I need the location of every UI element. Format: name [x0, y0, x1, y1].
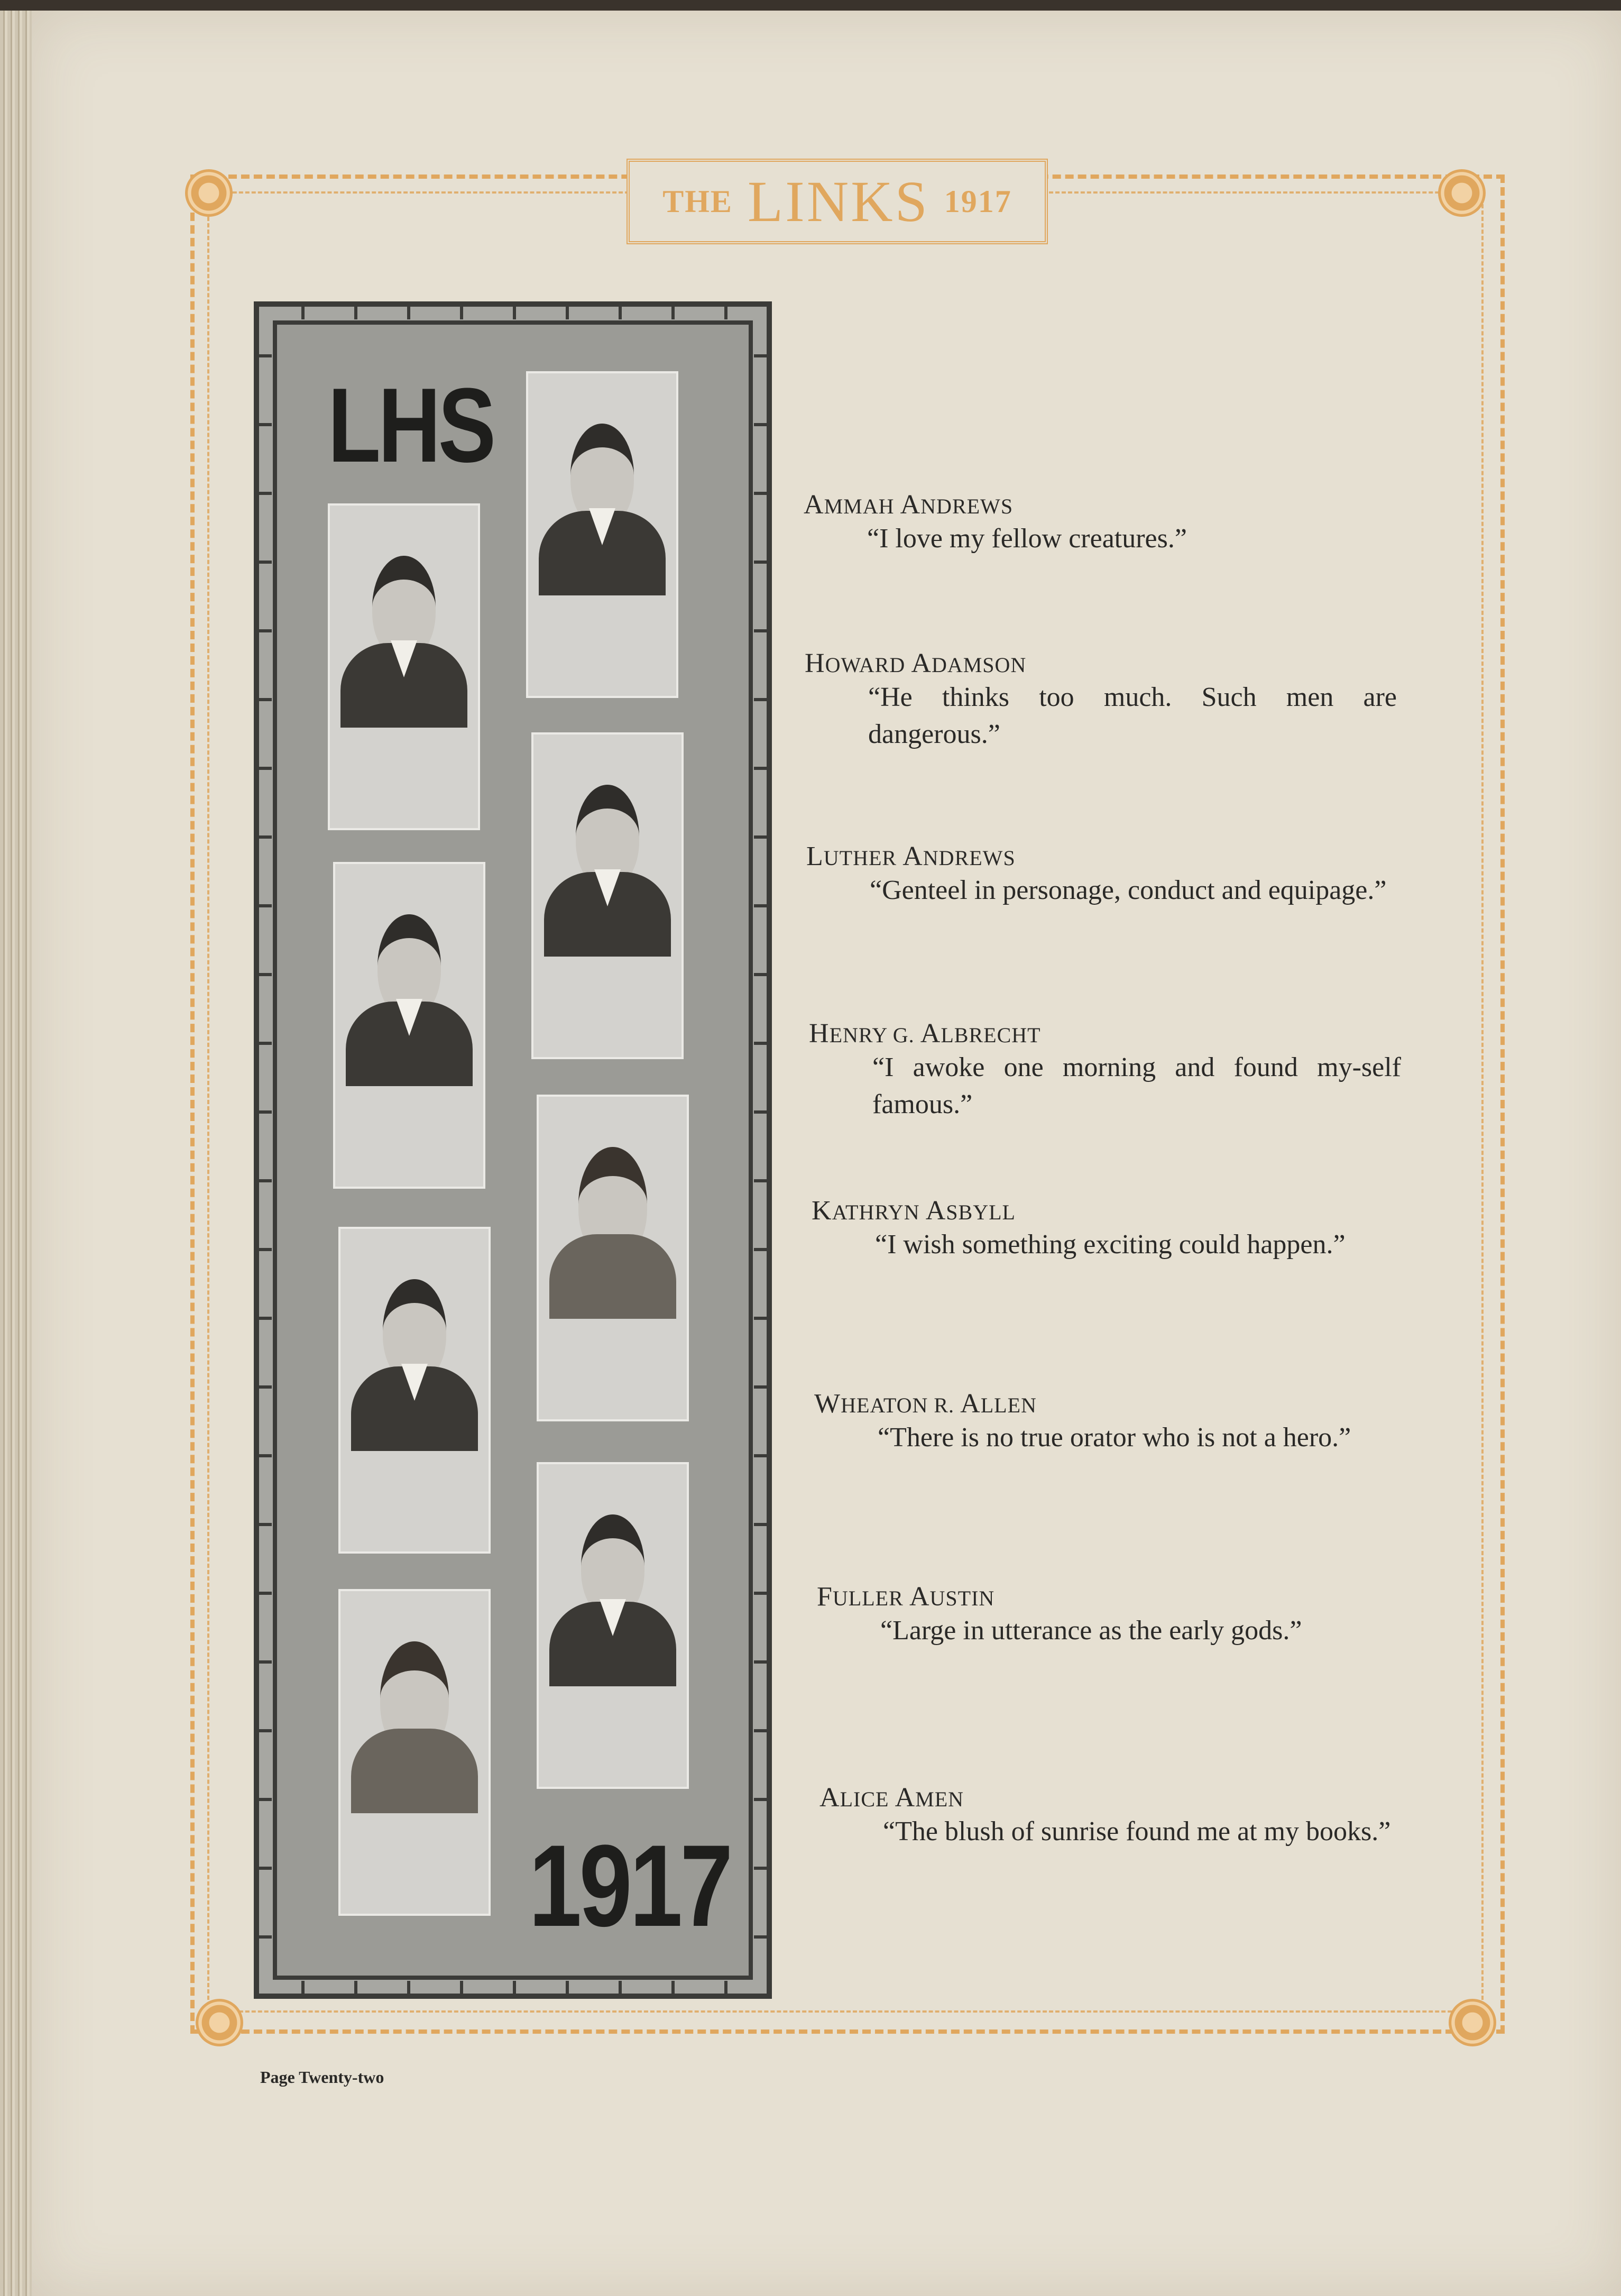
senior-name: HOWARD ADAMSON — [805, 648, 1027, 678]
senior-entry — [806, 841, 1398, 909]
senior-quote: “Large in utterance as the early gods.” — [880, 1615, 1302, 1646]
senior-entry — [819, 1782, 1412, 1850]
portrait-photo — [526, 371, 678, 698]
senior-name: ALICE AMEN — [819, 1783, 964, 1813]
senior-quote: “I wish something exciting could happen.” — [875, 1229, 1346, 1260]
panel-year: 1917 — [529, 1821, 731, 1951]
senior-entry — [814, 1388, 1406, 1456]
senior-quote: “Genteel in personage, conduct and equipage.” — [870, 875, 1387, 905]
portrait-photo — [338, 1589, 491, 1916]
senior-name: HENRY G. ALBRECHT — [809, 1018, 1041, 1049]
senior-entry — [812, 1195, 1404, 1263]
chain-border-top — [291, 304, 735, 319]
running-header — [627, 159, 1048, 244]
portrait-panel — [254, 301, 772, 1999]
senior-name: LUTHER ANDREWS — [806, 841, 1016, 871]
page-edges — [0, 11, 32, 2296]
portrait-photo — [531, 732, 684, 1059]
portrait-photo — [328, 503, 480, 830]
senior-name: AMMAH ANDREWS — [804, 490, 1014, 520]
senior-entry — [805, 648, 1397, 753]
corner-ornament-icon — [1449, 1999, 1496, 2046]
senior-name: KATHRYN ASBYLL — [812, 1196, 1016, 1226]
senior-quote: “There is no true orator who is not a hero.” — [878, 1422, 1351, 1453]
chain-border-left — [256, 338, 272, 1962]
senior-entry — [817, 1581, 1409, 1649]
chain-border-right — [754, 338, 770, 1962]
chain-border-bottom — [291, 1981, 735, 1997]
corner-ornament-icon — [196, 1999, 243, 2046]
senior-name: WHEATON R. ALLEN — [814, 1389, 1037, 1419]
header-the: THE — [662, 183, 733, 219]
corner-ornament-icon — [1438, 169, 1486, 217]
senior-entry — [809, 1018, 1401, 1123]
senior-name: FULLER AUSTIN — [817, 1582, 995, 1612]
senior-entry — [804, 489, 1396, 557]
header-year: 1917 — [944, 183, 1012, 219]
book-spine — [0, 0, 1621, 11]
senior-quote: “I love my fellow creatures.” — [867, 524, 1187, 554]
portrait-photo — [338, 1227, 491, 1554]
portrait-photo — [537, 1095, 689, 1421]
portrait-photo — [333, 862, 485, 1189]
header-links: LINKS — [747, 169, 929, 234]
senior-quote: “The blush of sunrise found me at my books.” — [883, 1816, 1391, 1847]
portrait-photo — [537, 1462, 689, 1789]
panel-monogram: LHS — [328, 366, 494, 484]
page-number: Page Twenty-two — [260, 2068, 384, 2087]
corner-ornament-icon — [185, 169, 233, 217]
senior-quote: “I awoke one morning and found my-self famous.” — [872, 1052, 1401, 1119]
senior-quote: “He thinks too much. Such men are dangerous.” — [868, 682, 1397, 749]
